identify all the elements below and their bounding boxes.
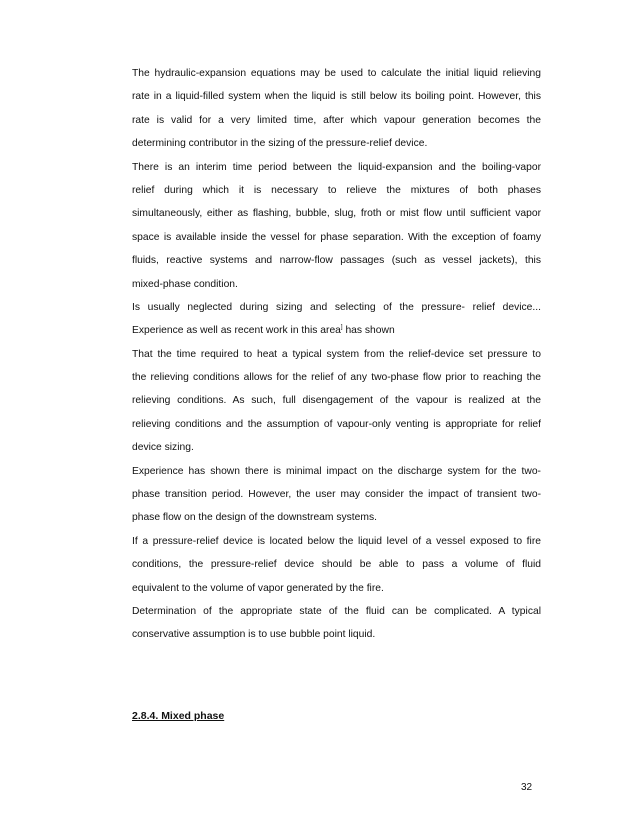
text-line xyxy=(132,553,541,576)
body-text xyxy=(132,62,541,647)
text-line xyxy=(132,600,541,623)
text-line-content: phase flow on the design of the downstream systems. xyxy=(132,512,377,524)
text-line xyxy=(132,85,541,108)
text-line-content: the relieving conditions allows for the relief of any two-phase flow prior to reaching the xyxy=(132,372,541,384)
text-line-content: simultaneously, either as flashing, bubble, slug, froth or mist flow until sufficient vapor xyxy=(132,208,541,220)
reference-mark: ] xyxy=(340,324,343,331)
text-line-content: relieving conditions and the assumption of vapour-only venting is appropriate for relief xyxy=(132,418,541,430)
text-line xyxy=(132,62,541,85)
text-line-content: The hydraulic-expansion equations may be used to calculate the initial liquid relieving xyxy=(132,68,541,79)
text-line xyxy=(132,506,541,529)
text-line-content: Determination of the appropriate state of the fluid can be complicated. A typical xyxy=(132,605,541,617)
text-line xyxy=(132,413,541,436)
text-line-content: Experience as well as recent work in this area xyxy=(132,325,341,337)
text-line xyxy=(132,132,541,155)
text-line-content: relieving conditions. As such, full disengagement of the vapour is realized at the xyxy=(132,395,541,407)
text-line xyxy=(132,436,541,459)
text-line xyxy=(132,109,541,132)
text-line xyxy=(132,530,541,553)
text-line-content: mixed-phase condition. xyxy=(132,278,238,290)
text-line xyxy=(132,460,541,483)
text-line xyxy=(132,249,541,272)
text-line-content: fluids, reactive systems and narrow-flow passages (such as vessel jackets), this xyxy=(132,255,541,267)
text-line-content: rate in a liquid-filled system when the liquid is still below its boiling point. However, this xyxy=(132,91,541,103)
text-line-content: Experience has shown there is minimal impact on the discharge system for the two- xyxy=(132,465,541,477)
text-line-content: There is an interim time period between the liquid-expansion and the boiling-vapor xyxy=(132,161,541,173)
page-number: 32 xyxy=(521,782,533,793)
text-line xyxy=(132,226,541,249)
text-line xyxy=(132,623,541,646)
text-line-content: device sizing. xyxy=(132,442,194,454)
text-line xyxy=(132,389,541,412)
text-line-content: rate is valid for a very limited time, after which vapour generation becomes the xyxy=(132,114,541,126)
text-line xyxy=(132,343,541,366)
text-line-content: space is available inside the vessel for phase separation. With the exception of foamy xyxy=(132,231,541,243)
text-line-content: determining contributor in the sizing of the pressure-relief device. xyxy=(132,138,428,150)
text-line xyxy=(132,179,541,202)
text-line-content: Is usually neglected during sizing and selecting of the pressure- relief device... xyxy=(132,301,541,313)
text-line-content: If a pressure-relief device is located below the liquid level of a vessel exposed to fire xyxy=(132,535,541,547)
text-line xyxy=(132,202,541,225)
text-line xyxy=(132,296,541,319)
section-heading: 2.8.4. Mixed phase xyxy=(132,710,225,722)
text-line-content: equivalent to the volume of vapor generated by the fire. xyxy=(132,582,384,594)
text-line-content: conservative assumption is to use bubble point liquid. xyxy=(132,629,376,641)
text-line xyxy=(132,273,541,296)
text-line-content: conditions, the pressure-relief device should be able to pass a volume of fluid xyxy=(132,559,541,571)
text-line xyxy=(132,577,541,600)
text-line xyxy=(132,319,541,342)
text-line-continuation: has shown xyxy=(342,325,395,337)
text-line-content: relief during which it is necessary to relieve the mixtures of both phases xyxy=(132,184,541,196)
text-line xyxy=(132,483,541,506)
text-line xyxy=(132,156,541,179)
text-line xyxy=(132,366,541,389)
text-line-content: That the time required to heat a typical system from the relief-device set pressure to xyxy=(132,348,541,360)
text-line-content: phase transition period. However, the user may consider the impact of transient two- xyxy=(132,489,541,501)
